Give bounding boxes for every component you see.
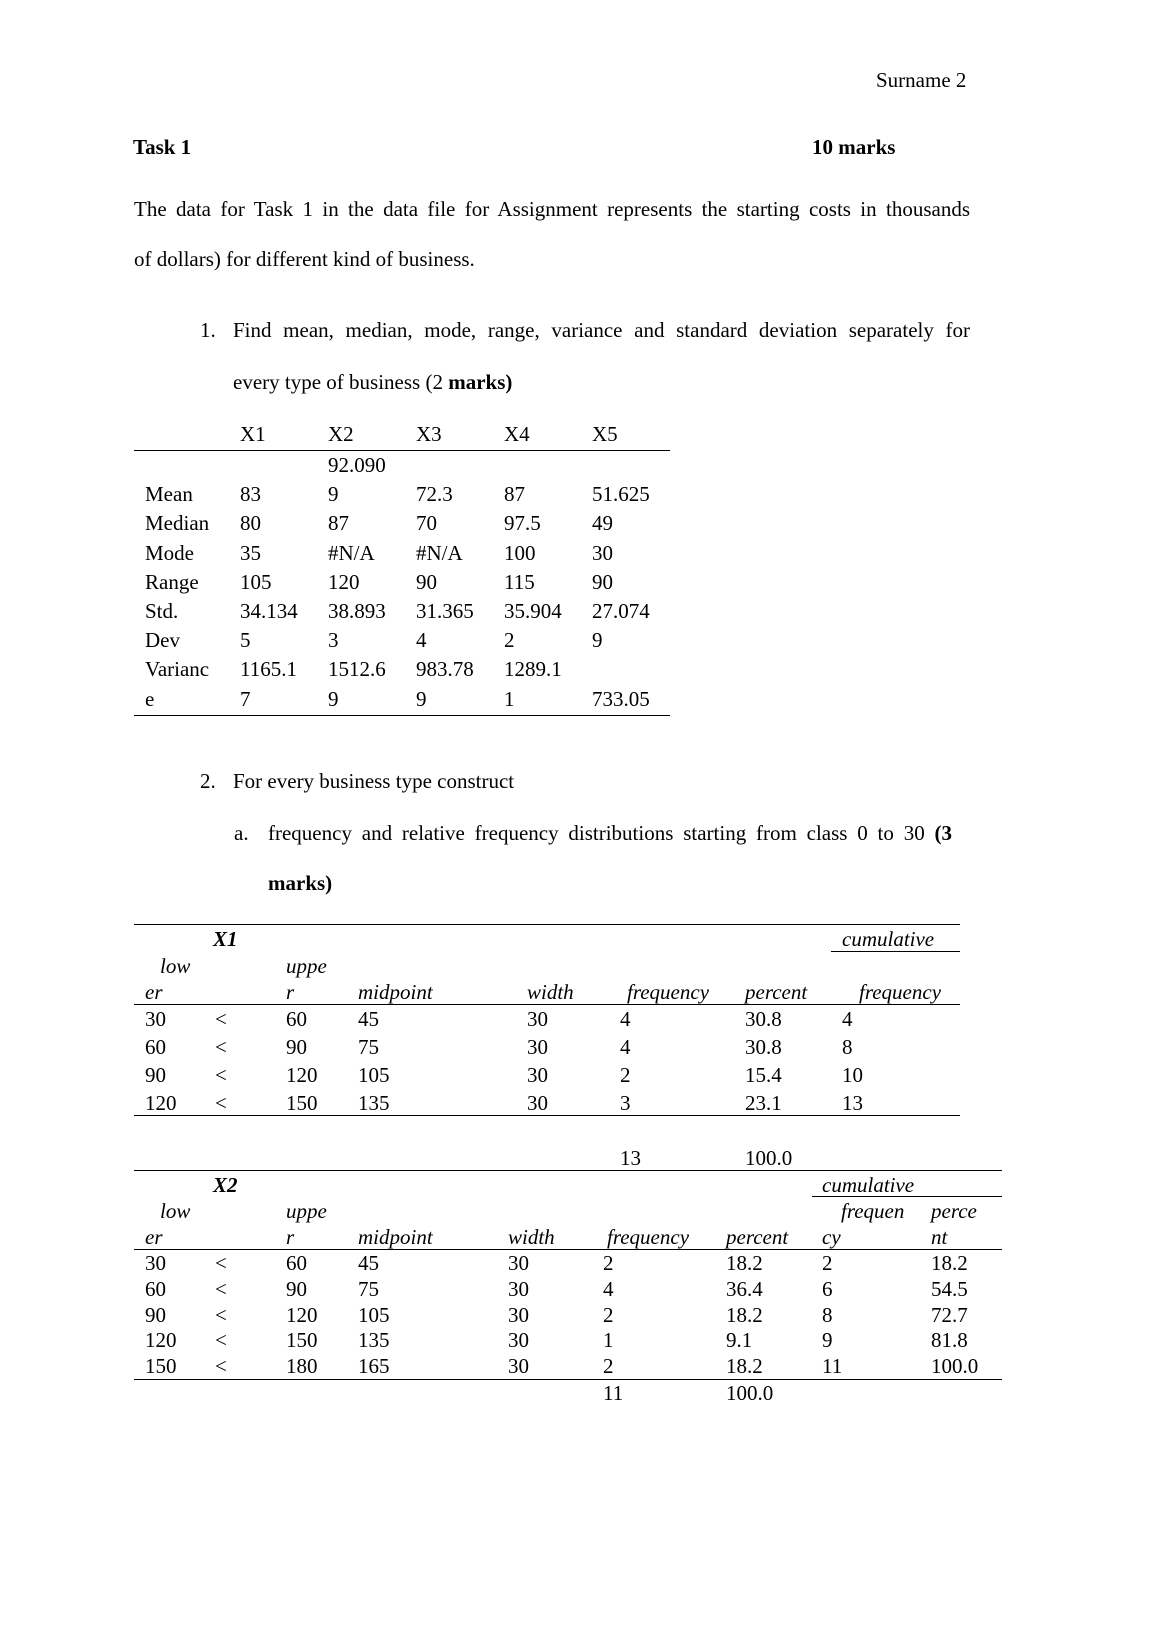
stats-cell: Mean: [145, 482, 193, 506]
x1-cell: 4: [620, 1007, 631, 1031]
stats-cell: Varianc: [145, 657, 210, 681]
x2-header-lower-top: low: [160, 1199, 191, 1223]
x2-cell: 4: [603, 1277, 614, 1301]
stats-cell: 83: [240, 482, 261, 506]
x2-cell: 75: [358, 1277, 379, 1301]
stats-cell: 9: [416, 687, 427, 711]
x1-cell: 2: [620, 1063, 631, 1087]
q2a-line-1: [268, 821, 952, 845]
stats-cell: 7: [240, 687, 251, 711]
x1-header-midpoint: midpoint: [358, 980, 433, 1004]
x2-cell: <: [215, 1277, 227, 1301]
x1-cell: 75: [358, 1035, 379, 1059]
x2-header-upper-bottom: r: [286, 1225, 295, 1249]
stats-cell: 4: [416, 628, 427, 652]
x1-total-percent: 100.0: [745, 1146, 793, 1170]
x2-cell: 18.2: [726, 1354, 763, 1378]
x2-cell: 18.2: [726, 1251, 763, 1275]
task-title: Task 1: [133, 135, 192, 159]
q1-line-2-text: every type of business (2: [233, 370, 449, 394]
x2-cell: 11: [822, 1354, 843, 1378]
x2-cell: 120: [286, 1303, 318, 1327]
stats-cell: 1165.1: [240, 657, 297, 681]
x2-cell: 30: [508, 1277, 529, 1301]
x2-total-frequency: 11: [603, 1381, 624, 1405]
stats-cell: 115: [504, 570, 535, 594]
x1-cell: 30: [527, 1063, 548, 1087]
x1-bottom-rule: [134, 1115, 960, 1116]
x2-cell: 90: [145, 1303, 166, 1327]
x2-cell: 30: [145, 1251, 166, 1275]
stats-col-header: X1: [240, 422, 266, 446]
x1-header-frequency: frequency: [627, 980, 710, 1004]
x2-cell: 36.4: [726, 1277, 763, 1301]
stats-cell: Range: [145, 570, 199, 594]
x1-total-frequency: 13: [620, 1146, 641, 1170]
stats-cell: 9: [328, 482, 339, 506]
stats-cell: 5: [240, 628, 251, 652]
x2-cell: 9.1: [726, 1328, 753, 1352]
stats-cell: 51.625: [592, 482, 650, 506]
x1-header-upper-top: uppe: [286, 954, 327, 978]
x2-header-rule: [134, 1249, 1002, 1250]
stats-col-header: X4: [504, 422, 530, 446]
x2-header-width: width: [508, 1225, 555, 1249]
stats-cell: 49: [592, 511, 613, 535]
x2-cumulative-rule: [812, 1196, 1002, 1197]
x1-top-rule: [134, 924, 960, 925]
x2-bottom-rule: [134, 1379, 1002, 1380]
stats-cell: Mode: [145, 541, 194, 565]
x2-header-percent: percent: [726, 1225, 789, 1249]
x2-cell: 18.2: [726, 1303, 763, 1327]
x2-header-cum-pct-bottom: nt: [931, 1225, 948, 1249]
x2-cell: <: [215, 1328, 227, 1352]
x1-cell: 120: [145, 1091, 177, 1115]
x1-cell: 3: [620, 1091, 631, 1115]
stats-cell: 1289.1: [504, 657, 562, 681]
x2-cell: 90: [286, 1277, 307, 1301]
x2-cell: 165: [358, 1354, 390, 1378]
stats-cell: 80: [240, 511, 261, 535]
x2-cell: 54.5: [931, 1277, 968, 1301]
stats-cell: 3: [328, 628, 339, 652]
x2-cell: 81.8: [931, 1328, 968, 1352]
x1-cell: <: [215, 1063, 227, 1087]
q2a-line-1-bold: (3: [934, 821, 952, 845]
x2-header-cum-freq-top: frequen: [841, 1199, 905, 1223]
x1-header-cum-frequency: frequency: [859, 980, 942, 1004]
stats-col-header: X3: [416, 422, 442, 446]
x2-cell: 105: [358, 1303, 390, 1327]
x2-cell: 30: [508, 1328, 529, 1352]
x1-cell: 30: [527, 1007, 548, 1031]
x2-cell: 60: [145, 1277, 166, 1301]
x2-cell: 180: [286, 1354, 318, 1378]
x2-cumulative-label: cumulative: [822, 1173, 915, 1197]
x2-cell: 60: [286, 1251, 307, 1275]
x2-cell: 45: [358, 1251, 379, 1275]
task-marks: 10 marks: [812, 135, 896, 159]
stats-cell: 34.134: [240, 599, 298, 623]
x2-cell: 120: [145, 1328, 177, 1352]
x2-cell: 18.2: [931, 1251, 968, 1275]
x1-cell: 13: [842, 1091, 863, 1115]
stats-col-header: X2: [328, 422, 354, 446]
x2-cell: <: [215, 1303, 227, 1327]
x1-cell: 30.8: [745, 1035, 782, 1059]
x1-cell: 4: [842, 1007, 853, 1031]
x1-cell: 30: [527, 1091, 548, 1115]
x1-header-lower-bottom: er: [145, 980, 163, 1004]
x1-cell: 4: [620, 1035, 631, 1059]
x1-cell: 120: [286, 1063, 318, 1087]
stats-cell: 100: [504, 541, 536, 565]
stats-cell: 983.78: [416, 657, 474, 681]
x1-cumulative-rule: [831, 951, 960, 952]
stats-cell: 97.5: [504, 511, 541, 535]
stats-bottom-rule: [134, 715, 670, 716]
stats-cell: 1: [504, 687, 515, 711]
x1-cell: 45: [358, 1007, 379, 1031]
q2a-label: a.: [234, 821, 249, 845]
x1-cell: 30: [145, 1007, 166, 1031]
x2-top-rule: [134, 1170, 1002, 1171]
x1-cumulative-label: cumulative: [842, 927, 935, 951]
x1-cell: <: [215, 1035, 227, 1059]
x1-cell: <: [215, 1007, 227, 1031]
x2-header-lower-bottom: er: [145, 1225, 163, 1249]
x1-cell: 8: [842, 1035, 853, 1059]
stats-header-rule: [134, 450, 670, 451]
x2-cell: 9: [822, 1328, 833, 1352]
stats-cell: Dev: [145, 628, 180, 652]
x2-cell: 135: [358, 1328, 390, 1352]
x1-cell: 10: [842, 1063, 863, 1087]
intro-line-1: The data for Task 1 in the data file for Assignment represents the starting costs in thousands: [134, 197, 970, 221]
q1-line-2: [233, 370, 512, 394]
x2-header-cum-freq-bottom: cy: [822, 1225, 841, 1249]
x2-header-upper-top: uppe: [286, 1199, 327, 1223]
x2-cell: 150: [286, 1328, 318, 1352]
x1-cell: 150: [286, 1091, 318, 1115]
x2-total-percent: 100.0: [726, 1381, 774, 1405]
stats-cell: 90: [592, 570, 613, 594]
x2-cell: <: [215, 1354, 227, 1378]
stats-cell: 9: [592, 628, 603, 652]
x1-title: X1: [213, 927, 238, 951]
x2-title: X2: [213, 1173, 238, 1197]
x2-header-midpoint: midpoint: [358, 1225, 433, 1249]
stats-cell: 35: [240, 541, 261, 565]
stats-cell: 9: [328, 687, 339, 711]
stats-cell: 2: [504, 628, 515, 652]
x2-header-cum-pct-top: perce: [931, 1199, 977, 1223]
stats-cell: Std.: [145, 599, 179, 623]
x2-cell: 100.0: [931, 1354, 979, 1378]
q2-text: For every business type construct: [233, 769, 515, 793]
x1-header-lower-top: low: [160, 954, 191, 978]
stats-cell: 120: [328, 570, 360, 594]
x2-cell: 2: [603, 1251, 614, 1275]
stats-cell: 72.3: [416, 482, 453, 506]
stats-cell: 35.904: [504, 599, 562, 623]
x1-header-percent: percent: [745, 980, 808, 1004]
q2-number: 2.: [200, 769, 216, 793]
stats-col-header: X5: [592, 422, 618, 446]
x1-cell: <: [215, 1091, 227, 1115]
x1-cell: 15.4: [745, 1063, 782, 1087]
x1-cell: 90: [286, 1035, 307, 1059]
x1-header-width: width: [527, 980, 574, 1004]
q2a-line-2: marks): [268, 871, 333, 895]
stats-cell: 30: [592, 541, 613, 565]
stats-cell: 87: [504, 482, 525, 506]
q1-line-2-bold: marks): [448, 370, 513, 394]
stats-cell: #N/A: [416, 541, 463, 565]
q1-line-1: Find mean, median, mode, range, variance and standard deviation separately for: [233, 318, 970, 342]
stats-cell: 90: [416, 570, 437, 594]
x1-cell: 105: [358, 1063, 390, 1087]
stats-cell: 70: [416, 511, 437, 535]
stats-cell: 31.365: [416, 599, 474, 623]
x1-cell: 30: [527, 1035, 548, 1059]
stats-cell: 1512.6: [328, 657, 386, 681]
x2-cell: 72.7: [931, 1303, 968, 1327]
x2-cell: 150: [145, 1354, 177, 1378]
x2-cell: <: [215, 1251, 227, 1275]
x1-cell: 60: [145, 1035, 166, 1059]
running-head: Surname 2: [876, 68, 967, 92]
x1-cell: 90: [145, 1063, 166, 1087]
x2-cell: 2: [603, 1303, 614, 1327]
x1-cell: 30.8: [745, 1007, 782, 1031]
x1-header-rule: [134, 1004, 960, 1005]
x1-cell: 60: [286, 1007, 307, 1031]
stats-cell: e: [145, 687, 155, 711]
q2a-line-1-text: frequency and relative frequency distributions starting from class 0 to 30: [268, 821, 935, 845]
stats-cell: #N/A: [328, 541, 375, 565]
stats-cell: Median: [145, 511, 210, 535]
stats-cell: 38.893: [328, 599, 386, 623]
stats-cell: 87: [328, 511, 349, 535]
intro-line-2: of dollars) for different kind of business.: [134, 247, 475, 271]
x1-cell: 23.1: [745, 1091, 782, 1115]
x2-cell: 1: [603, 1328, 614, 1352]
x2-cell: 30: [508, 1251, 529, 1275]
x2-cell: 6: [822, 1277, 833, 1301]
stats-cell: 92.090: [328, 453, 386, 477]
x2-header-frequency: frequency: [607, 1225, 690, 1249]
x2-cell: 30: [508, 1354, 529, 1378]
x1-header-upper-bottom: r: [286, 980, 295, 1004]
stats-cell: 27.074: [592, 599, 650, 623]
stats-cell: 105: [240, 570, 272, 594]
q1-number: 1.: [200, 318, 216, 342]
x2-cell: 8: [822, 1303, 833, 1327]
x2-cell: 2: [603, 1354, 614, 1378]
x1-cell: 135: [358, 1091, 390, 1115]
stats-cell: 733.05: [592, 687, 650, 711]
x2-cell: 2: [822, 1251, 833, 1275]
x2-cell: 30: [508, 1303, 529, 1327]
